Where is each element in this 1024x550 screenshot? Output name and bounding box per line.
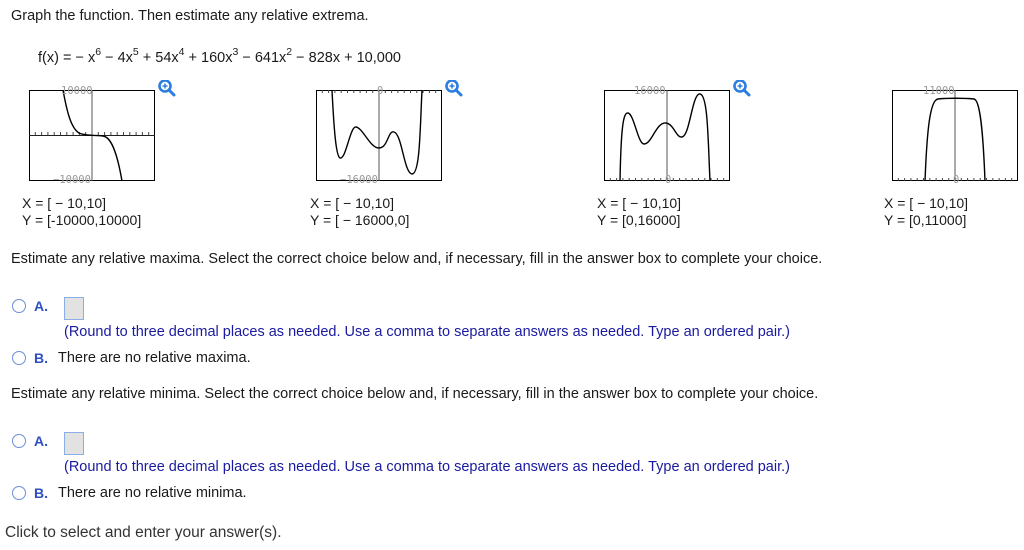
- graph-1-plot: [29, 90, 155, 181]
- graph-4-ranges: X = [ − 10,10] Y = [0,11000]: [884, 195, 969, 228]
- graph-choice-2[interactable]: [316, 85, 442, 186]
- maxima-option-a-note: (Round to three decimal places as needed. Use a comma to separate answers as needed. Type an ordered pair.): [64, 324, 790, 340]
- magnifier-plus-icon[interactable]: [732, 80, 752, 98]
- graph-2-plot: [316, 90, 442, 181]
- minima-option-b-radio[interactable]: [12, 486, 26, 500]
- graph-4-bottom-label: 0: [953, 174, 960, 186]
- minima-option-b-text: There are no relative minima.: [58, 485, 247, 501]
- graph-2-ranges: X = [ − 10,10] Y = [ − 16000,0]: [310, 195, 410, 228]
- graph-choice-3[interactable]: [604, 85, 730, 186]
- graph-1-top-label: 10000: [61, 85, 93, 97]
- maxima-option-a-radio[interactable]: [12, 299, 26, 313]
- graph-4-plot: [892, 90, 1018, 181]
- minima-option-b[interactable]: [12, 485, 247, 501]
- maxima-option-b-text: There are no relative maxima.: [58, 350, 251, 366]
- graph-2-bottom-label: −16000: [340, 174, 378, 186]
- function-expression: f(x) = − $x^6 - 4x^5 + 54x^4 + 160x^3 - 641x^2 - 828x + 10,000$: [38, 46, 401, 66]
- maxima-answer-input[interactable]: [64, 297, 84, 320]
- minima-option-a[interactable]: [12, 433, 48, 449]
- maxima-prompt: Estimate any relative maxima. Select the correct choice below and, if necessary, fill in the answer box to complete your choice.: [11, 251, 823, 267]
- graph-choice-4[interactable]: [892, 85, 1018, 186]
- graph-4-top-label: 11000: [923, 85, 955, 97]
- instruction-text: Graph the function. Then estimate any relative extrema.: [11, 8, 369, 24]
- graph-3-ranges: X = [ − 10,10] Y = [0,16000]: [597, 195, 682, 228]
- minima-prompt: Estimate any relative minima. Select the correct choice below and, if necessary, fill in the answer box to complete your choice.: [11, 386, 819, 402]
- minima-option-a-radio[interactable]: [12, 434, 26, 448]
- magnifier-plus-icon[interactable]: [157, 80, 177, 98]
- maxima-option-a[interactable]: [12, 298, 48, 314]
- maxima-option-a-letter: A.: [34, 298, 48, 314]
- maxima-option-b[interactable]: [12, 350, 251, 366]
- graph-1-ranges: X = [ − 10,10] Y = [-10000,10000]: [22, 195, 142, 228]
- minima-option-b-letter: B.: [34, 485, 48, 501]
- minima-option-a-note: (Round to three decimal places as needed. Use a comma to separate answers as needed. Type an ordered pair.): [64, 459, 790, 475]
- magnifier-plus-icon[interactable]: [444, 80, 464, 98]
- minima-answer-input[interactable]: [64, 432, 84, 455]
- graph-3-bottom-label: 0: [665, 174, 672, 186]
- graph-2-top-label: 0: [377, 85, 384, 97]
- footer-hint: Click to select and enter your answer(s).: [5, 524, 282, 541]
- graph-3-top-label: 16000: [634, 85, 666, 97]
- graph-3-plot: [604, 90, 730, 181]
- graph-choice-1[interactable]: [29, 85, 155, 186]
- maxima-option-b-letter: B.: [34, 350, 48, 366]
- graph-1-bottom-label: −10000: [53, 174, 91, 186]
- maxima-option-b-radio[interactable]: [12, 351, 26, 365]
- minima-option-a-letter: A.: [34, 433, 48, 449]
